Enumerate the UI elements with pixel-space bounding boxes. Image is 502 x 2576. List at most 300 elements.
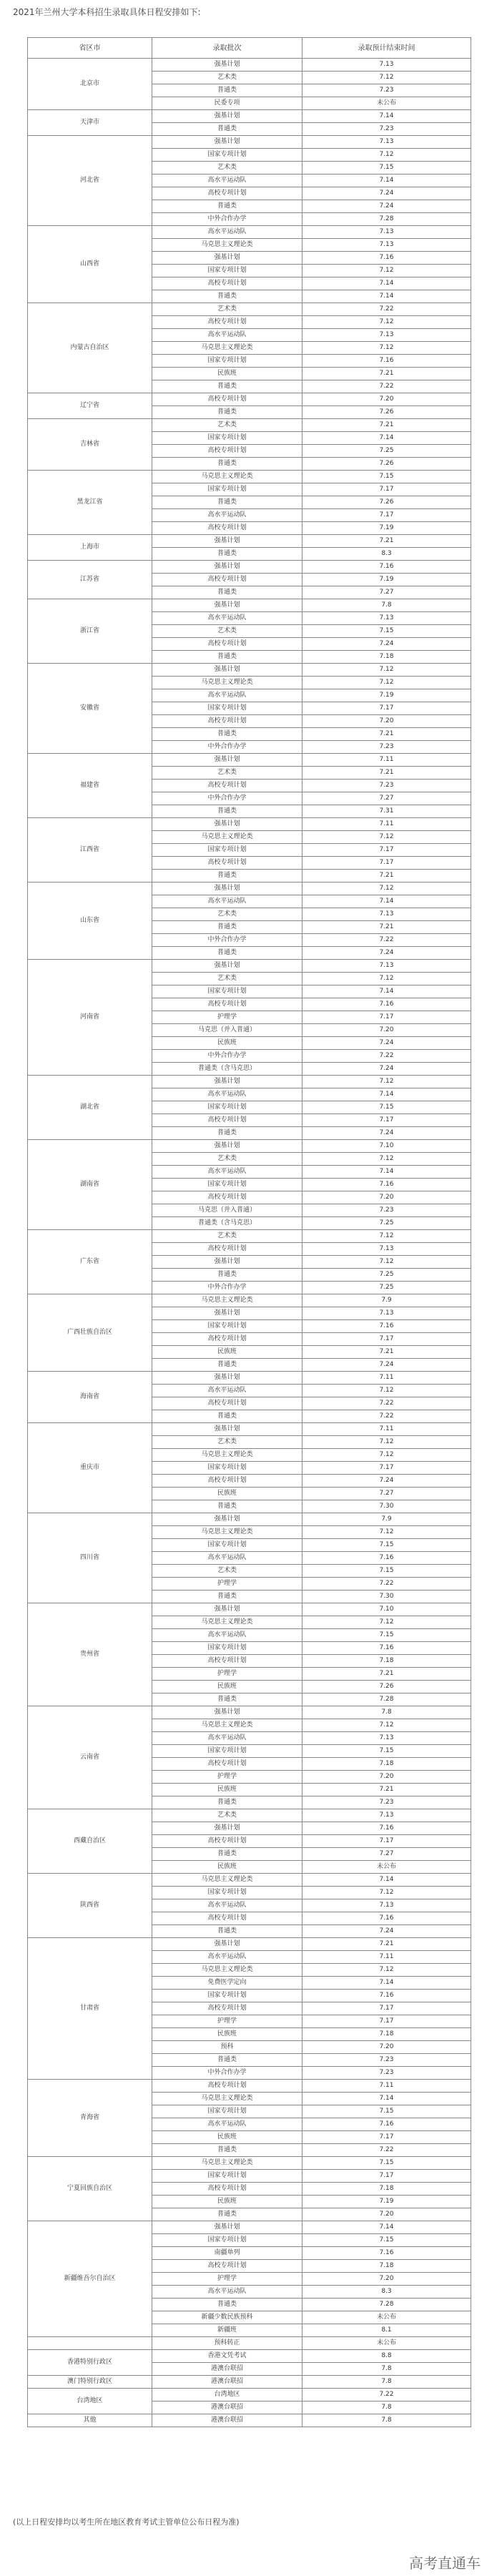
province-cell: 其他 — [28, 2414, 152, 2427]
batch-cell: 普通类 — [152, 84, 302, 97]
batch-cell: 马克思主义理论类 — [152, 471, 302, 483]
end-date-cell: 7.13 — [302, 226, 471, 239]
end-date-cell: 7.22 — [302, 380, 471, 393]
end-date-cell: 7.28 — [302, 2299, 471, 2311]
batch-cell: 高校专项计划 — [152, 998, 302, 1011]
end-date-cell: 7.21 — [302, 1668, 471, 1681]
end-date-cell: 7.15 — [302, 2234, 471, 2247]
batch-cell: 高校专项计划 — [152, 2260, 302, 2273]
end-date-cell: 7.17 — [302, 1114, 471, 1127]
table-row — [28, 110, 471, 123]
batch-cell: 艺术类 — [152, 767, 302, 780]
end-date-cell: 7.16 — [302, 1552, 471, 1565]
end-date-cell: 7.24 — [302, 187, 471, 200]
batch-cell: 马克思主义理论类 — [152, 1719, 302, 1732]
batch-cell: 国家专项计划 — [152, 432, 302, 445]
end-date-cell: 7.16 — [302, 1990, 471, 2002]
end-date-cell: 7.24 — [302, 200, 471, 213]
end-date-cell: 7.16 — [302, 252, 471, 265]
batch-cell: 民族班 — [152, 1488, 302, 1500]
end-date-cell: 7.22 — [302, 303, 471, 316]
batch-cell: 普通类 — [152, 380, 302, 393]
end-date-cell: 7.25 — [302, 1217, 471, 1230]
batch-cell: 国家专项计划 — [152, 1462, 302, 1475]
end-date-cell: 7.27 — [302, 1848, 471, 1861]
end-date-cell: 7.23 — [302, 780, 471, 792]
batch-cell: 普通类 — [152, 496, 302, 509]
table-row — [28, 226, 471, 239]
end-date-cell: 7.18 — [302, 1758, 471, 1771]
end-date-cell: 7.20 — [302, 2041, 471, 2054]
end-date-cell: 7.15 — [302, 1101, 471, 1114]
batch-cell: 民族班 — [152, 2028, 302, 2041]
end-date-cell: 7.28 — [302, 1693, 471, 1706]
batch-cell: 强基计划 — [152, 960, 302, 973]
batch-cell: 普通类 — [152, 921, 302, 934]
province-cell: 吉林省 — [28, 419, 152, 471]
batch-cell: 强基计划 — [152, 1256, 302, 1269]
batch-cell: 高校专项计划 — [152, 393, 302, 406]
batch-cell: 国家专项计划 — [152, 149, 302, 162]
batch-cell: 普通类 — [152, 651, 302, 664]
batch-cell: 普通类（含马克思） — [152, 1063, 302, 1076]
end-date-cell: 7.14 — [302, 1874, 471, 1887]
end-date-cell: 7.19 — [302, 689, 471, 702]
end-date-cell: 7.23 — [302, 123, 471, 136]
batch-cell: 艺术类 — [152, 1436, 302, 1449]
end-date-cell: 7.17 — [302, 2002, 471, 2015]
batch-cell: 艺术类 — [152, 1230, 302, 1243]
end-date-cell: 7.15 — [302, 2105, 471, 2118]
end-date-cell: 7.13 — [302, 1307, 471, 1320]
batch-cell: 港澳台联招 — [152, 2376, 302, 2389]
batch-cell: 强基计划 — [152, 1423, 302, 1436]
batch-cell: 马克思主义理论类 — [152, 1964, 302, 1977]
end-date-cell: 7.13 — [302, 1243, 471, 1256]
batch-cell: 艺术类 — [152, 72, 302, 84]
batch-cell: 高水平运动队 — [152, 174, 302, 187]
end-date-cell: 7.14 — [302, 985, 471, 998]
batch-cell: 马克思主义理论类 — [152, 1616, 302, 1629]
batch-cell: 护理学 — [152, 2015, 302, 2028]
end-date-cell: 7.18 — [302, 2028, 471, 2041]
end-date-cell: 7.19 — [302, 574, 471, 586]
end-date-cell: 7.17 — [302, 2131, 471, 2144]
batch-cell: 民族班 — [152, 2131, 302, 2144]
end-date-cell: 7.12 — [302, 1153, 471, 1166]
province-cell: 福建省 — [28, 754, 152, 818]
end-date-cell: 7.24 — [302, 1127, 471, 1140]
batch-cell: 强基计划 — [152, 1938, 302, 1951]
table-header-row — [28, 38, 471, 59]
table-row — [28, 2080, 471, 2093]
batch-cell: 高水平运动队 — [152, 1088, 302, 1101]
end-date-cell: 未公布 — [302, 97, 471, 110]
batch-cell: 国家专项计划 — [152, 1179, 302, 1191]
table-row — [28, 1603, 471, 1616]
province-cell: 西藏自治区 — [28, 1809, 152, 1874]
end-date-cell: 7.31 — [302, 805, 471, 818]
end-date-cell: 7.16 — [302, 1642, 471, 1655]
end-date-cell: 7.20 — [302, 1771, 471, 1784]
end-date-cell: 7.12 — [302, 1385, 471, 1397]
batch-cell: 普通类 — [152, 290, 302, 303]
batch-cell: 民族班 — [152, 1346, 302, 1359]
province-cell: 云南省 — [28, 1706, 152, 1809]
end-date-cell: 7.12 — [302, 1887, 471, 1899]
end-date-cell: 7.27 — [302, 1488, 471, 1500]
province-cell: 浙江省 — [28, 599, 152, 664]
end-date-cell: 7.17 — [302, 702, 471, 715]
batch-cell: 普通类 — [152, 728, 302, 741]
end-date-cell: 7.24 — [302, 1475, 471, 1488]
batch-cell: 高校专项计划 — [152, 1397, 302, 1410]
end-date-cell: 7.20 — [302, 715, 471, 728]
batch-cell: 民族班 — [152, 368, 302, 380]
province-cell: 江西省 — [28, 818, 152, 883]
end-date-cell: 7.20 — [302, 1191, 471, 1204]
end-date-cell: 7.17 — [302, 857, 471, 870]
batch-cell: 中外合作办学 — [152, 741, 302, 754]
end-date-cell: 7.12 — [302, 1719, 471, 1732]
batch-cell: 护理学 — [152, 2273, 302, 2286]
batch-cell: 护理学 — [152, 1011, 302, 1024]
batch-cell: 艺术类 — [152, 303, 302, 316]
end-date-cell: 7.20 — [302, 2273, 471, 2286]
table-row — [28, 2414, 471, 2427]
batch-cell: 南疆单列 — [152, 2247, 302, 2260]
batch-cell: 高水平运动队 — [152, 612, 302, 625]
end-date-cell: 7.22 — [302, 1397, 471, 1410]
batch-cell: 强基计划 — [152, 1076, 302, 1088]
batch-cell: 马克思主义理论类 — [152, 1874, 302, 1887]
batch-cell: 高校专项计划 — [152, 522, 302, 535]
batch-cell: 普通类 — [152, 1500, 302, 1513]
end-date-cell: 7.20 — [302, 393, 471, 406]
end-date-cell: 7.14 — [302, 174, 471, 187]
batch-cell: 马克思主义理论类 — [152, 239, 302, 252]
batch-cell: 普通类 — [152, 870, 302, 883]
batch-cell: 高校专项计划 — [152, 1333, 302, 1346]
end-date-cell: 7.12 — [302, 149, 471, 162]
batch-cell: 普通类 — [152, 1410, 302, 1423]
admission-schedule-table — [27, 37, 471, 2427]
province-cell: 广东省 — [28, 1230, 152, 1294]
end-date-cell: 7.25 — [302, 445, 471, 458]
batch-cell: 高校专项计划 — [152, 1758, 302, 1771]
batch-cell: 强基计划 — [152, 252, 302, 265]
batch-cell: 国家专项计划 — [152, 1642, 302, 1655]
end-date-cell: 7.21 — [302, 535, 471, 548]
end-date-cell: 7.10 — [302, 1603, 471, 1616]
end-date-cell: 7.11 — [302, 2080, 471, 2093]
end-date-cell: 8.3 — [302, 2286, 471, 2299]
table-row — [28, 419, 471, 432]
batch-cell: 普通类 — [152, 1848, 302, 1861]
batch-cell: 艺术类 — [152, 419, 302, 432]
province-cell: 安徽省 — [28, 664, 152, 754]
end-date-cell: 7.10 — [302, 1140, 471, 1153]
header-province: 省区市 — [28, 38, 152, 59]
batch-cell: 普通类（含马克思） — [152, 1217, 302, 1230]
end-date-cell: 7.14 — [302, 1977, 471, 1990]
end-date-cell: 7.16 — [302, 1320, 471, 1333]
end-date-cell: 7.16 — [302, 2247, 471, 2260]
batch-cell: 马克思主义理论类 — [152, 677, 302, 689]
end-date-cell: 7.12 — [302, 1616, 471, 1629]
end-date-cell: 7.8 — [302, 2414, 471, 2427]
end-date-cell: 7.12 — [302, 1436, 471, 1449]
province-cell: 宁夏回族自治区 — [28, 2157, 152, 2221]
end-date-cell: 7.11 — [302, 754, 471, 767]
batch-cell: 高水平运动队 — [152, 2286, 302, 2299]
province-cell: 北京市 — [28, 59, 152, 110]
end-date-cell: 7.17 — [302, 2015, 471, 2028]
batch-cell: 马克思（并入普通） — [152, 1204, 302, 1217]
end-date-cell: 7.21 — [302, 368, 471, 380]
end-date-cell: 7.8 — [302, 1706, 471, 1719]
batch-cell: 高校专项计划 — [152, 2183, 302, 2196]
batch-cell: 高水平运动队 — [152, 1732, 302, 1745]
batch-cell: 高校专项计划 — [152, 187, 302, 200]
batch-cell: 艺术类 — [152, 1809, 302, 1822]
province-cell: 湖南省 — [28, 1140, 152, 1230]
end-date-cell: 7.23 — [302, 741, 471, 754]
batch-cell: 马克思主义理论类 — [152, 1526, 302, 1539]
end-date-cell: 7.18 — [302, 2183, 471, 2196]
batch-cell: 强基计划 — [152, 818, 302, 831]
end-date-cell: 7.19 — [302, 2196, 471, 2208]
batch-cell: 强基计划 — [152, 1372, 302, 1385]
end-date-cell: 7.8 — [302, 599, 471, 612]
batch-cell: 马克思（并入普通） — [152, 1024, 302, 1037]
batch-cell: 强基计划 — [152, 599, 302, 612]
end-date-cell: 7.14 — [302, 290, 471, 303]
end-date-cell: 7.26 — [302, 458, 471, 471]
end-date-cell: 7.23 — [302, 1796, 471, 1809]
end-date-cell: 7.12 — [302, 1076, 471, 1088]
batch-cell: 高校专项计划 — [152, 1475, 302, 1488]
table-row — [28, 2376, 471, 2389]
province-cell: 香港特别行政区 — [28, 2350, 152, 2376]
batch-cell: 国家专项计划 — [152, 1539, 302, 1552]
table-row — [28, 1230, 471, 1243]
batch-cell: 国家专项计划 — [152, 2234, 302, 2247]
batch-cell: 中外合作办学 — [152, 2067, 302, 2080]
batch-cell: 民族班 — [152, 1861, 302, 1874]
batch-cell: 高校专项计划 — [152, 316, 302, 329]
end-date-cell: 7.21 — [302, 419, 471, 432]
province-cell: 甘肃省 — [28, 1938, 152, 2080]
province-cell: 贵州省 — [28, 1603, 152, 1706]
end-date-cell: 7.12 — [302, 677, 471, 689]
end-date-cell: 7.18 — [302, 651, 471, 664]
end-date-cell: 7.15 — [302, 1629, 471, 1642]
end-date-cell: 7.8 — [302, 2402, 471, 2414]
end-date-cell: 7.11 — [302, 818, 471, 831]
batch-cell: 强基计划 — [152, 1140, 302, 1153]
end-date-cell: 7.24 — [302, 1063, 471, 1076]
table-row — [28, 2389, 471, 2402]
table-row — [28, 1874, 471, 1887]
batch-cell: 普通类 — [152, 1269, 302, 1282]
batch-cell: 高校专项计划 — [152, 715, 302, 728]
end-date-cell: 7.16 — [302, 998, 471, 1011]
end-date-cell: 7.14 — [302, 277, 471, 290]
batch-cell: 高校专项计划 — [152, 1243, 302, 1256]
end-date-cell: 7.17 — [302, 1835, 471, 1848]
batch-cell: 强基计划 — [152, 1513, 302, 1526]
table-row — [28, 1140, 471, 1153]
batch-cell: 普通类 — [152, 1796, 302, 1809]
end-date-cell: 7.14 — [302, 2093, 471, 2105]
batch-cell: 马克思主义理论类 — [152, 1294, 302, 1307]
batch-cell: 高水平运动队 — [152, 895, 302, 908]
end-date-cell: 7.24 — [302, 638, 471, 651]
batch-cell: 高水平运动队 — [152, 329, 302, 342]
end-date-cell: 7.21 — [302, 921, 471, 934]
batch-cell: 普通类 — [152, 1359, 302, 1372]
province-cell: 新疆维吾尔自治区 — [28, 2221, 152, 2337]
end-date-cell: 7.28 — [302, 213, 471, 226]
batch-cell: 高水平运动队 — [152, 1951, 302, 1964]
batch-cell: 中外合作办学 — [152, 1050, 302, 1063]
end-date-cell: 7.13 — [302, 1809, 471, 1822]
end-date-cell: 7.16 — [302, 2118, 471, 2131]
batch-cell: 普通类 — [152, 200, 302, 213]
end-date-cell: 7.15 — [302, 162, 471, 174]
batch-cell: 高水平运动队 — [152, 509, 302, 522]
end-date-cell: 7.17 — [302, 1462, 471, 1475]
province-cell: 辽宁省 — [28, 393, 152, 419]
table-row — [28, 960, 471, 973]
batch-cell: 国家专项计划 — [152, 2105, 302, 2118]
table-row — [28, 2221, 471, 2234]
province-cell: 澳门特别行政区 — [28, 2376, 152, 2389]
table-row — [28, 471, 471, 483]
header-batch: 录取批次 — [152, 38, 302, 59]
batch-cell: 强基计划 — [152, 136, 302, 149]
end-date-cell: 7.9 — [302, 1513, 471, 1526]
table-row — [28, 664, 471, 677]
end-date-cell: 7.12 — [302, 973, 471, 985]
end-date-cell: 7.12 — [302, 1964, 471, 1977]
end-date-cell: 7.21 — [302, 767, 471, 780]
batch-cell: 强基计划 — [152, 1706, 302, 1719]
end-date-cell: 7.12 — [302, 342, 471, 355]
province-cell: 内蒙古自治区 — [28, 303, 152, 393]
end-date-cell: 7.20 — [302, 2208, 471, 2221]
end-date-cell: 7.9 — [302, 1294, 471, 1307]
batch-cell: 高水平运动队 — [152, 1899, 302, 1912]
end-date-cell: 7.13 — [302, 1732, 471, 1745]
batch-cell: 强基计划 — [152, 754, 302, 767]
batch-cell: 高校专项计划 — [152, 638, 302, 651]
table-row — [28, 2350, 471, 2363]
end-date-cell: 7.12 — [302, 72, 471, 84]
end-date-cell: 7.15 — [302, 2157, 471, 2170]
province-cell: 上海市 — [28, 535, 152, 561]
end-date-cell: 7.21 — [302, 870, 471, 883]
batch-cell: 高水平运动队 — [152, 689, 302, 702]
batch-cell: 高校专项计划 — [152, 780, 302, 792]
end-date-cell: 7.26 — [302, 406, 471, 419]
batch-cell: 国家专项计划 — [152, 985, 302, 998]
end-date-cell: 未公布 — [302, 1861, 471, 1874]
end-date-cell: 7.12 — [302, 883, 471, 895]
end-date-cell: 7.27 — [302, 586, 471, 599]
end-date-cell: 未公布 — [302, 2337, 471, 2350]
end-date-cell: 7.14 — [302, 432, 471, 445]
end-date-cell: 7.12 — [302, 1256, 471, 1269]
end-date-cell: 8.3 — [302, 548, 471, 561]
batch-cell: 中外合作办学 — [152, 792, 302, 805]
batch-cell: 新疆少数民族预科 — [152, 2311, 302, 2324]
batch-cell: 国家专项计划 — [152, 1101, 302, 1114]
end-date-cell: 7.15 — [302, 1539, 471, 1552]
end-date-cell: 7.12 — [302, 1449, 471, 1462]
table-body — [28, 59, 471, 2427]
batch-cell: 民族班 — [152, 2196, 302, 2208]
end-date-cell: 7.23 — [302, 84, 471, 97]
end-date-cell: 7.14 — [302, 110, 471, 123]
end-date-cell: 7.8 — [302, 2376, 471, 2389]
batch-cell: 强基计划 — [152, 110, 302, 123]
province-cell — [28, 2337, 152, 2350]
end-date-cell: 7.22 — [302, 2144, 471, 2157]
batch-cell: 高水平运动队 — [152, 2118, 302, 2131]
batch-cell: 普通类 — [152, 1591, 302, 1603]
end-date-cell: 7.11 — [302, 1423, 471, 1436]
end-date-cell: 7.17 — [302, 1333, 471, 1346]
batch-cell: 强基计划 — [152, 2221, 302, 2234]
batch-cell: 马克思主义理论类 — [152, 342, 302, 355]
batch-cell: 免费医学定向 — [152, 1977, 302, 1990]
page-title: 2021年兰州大学本科招生录取具体日程安排如下: — [13, 7, 201, 17]
batch-cell: 高校专项计划 — [152, 574, 302, 586]
batch-cell: 护理学 — [152, 1668, 302, 1681]
province-cell: 河南省 — [28, 960, 152, 1076]
table-row — [28, 1809, 471, 1822]
table-row — [28, 59, 471, 72]
batch-cell: 国家专项计划 — [152, 702, 302, 715]
batch-cell: 高校专项计划 — [152, 2080, 302, 2093]
province-cell: 四川省 — [28, 1513, 152, 1603]
table-row — [28, 136, 471, 149]
table-row — [28, 393, 471, 406]
end-date-cell: 7.17 — [302, 2170, 471, 2183]
batch-cell: 国家专项计划 — [152, 1887, 302, 1899]
batch-cell: 国家专项计划 — [152, 1320, 302, 1333]
end-date-cell: 7.15 — [302, 1745, 471, 1758]
end-date-cell: 7.13 — [302, 329, 471, 342]
province-cell: 山东省 — [28, 883, 152, 960]
batch-cell: 高水平运动队 — [152, 1552, 302, 1565]
batch-cell: 普通类 — [152, 1925, 302, 1938]
end-date-cell: 7.13 — [302, 59, 471, 72]
end-date-cell: 7.12 — [302, 316, 471, 329]
end-date-cell: 7.27 — [302, 792, 471, 805]
table-row — [28, 818, 471, 831]
batch-cell: 强基计划 — [152, 1822, 302, 1835]
batch-cell: 马克思主义理论类 — [152, 2157, 302, 2170]
end-date-cell: 7.20 — [302, 1024, 471, 1037]
province-cell: 湖北省 — [28, 1076, 152, 1140]
batch-cell: 护理学 — [152, 1578, 302, 1591]
end-date-cell: 7.15 — [302, 625, 471, 638]
batch-cell: 普通类 — [152, 1693, 302, 1706]
end-date-cell: 7.12 — [302, 1230, 471, 1243]
